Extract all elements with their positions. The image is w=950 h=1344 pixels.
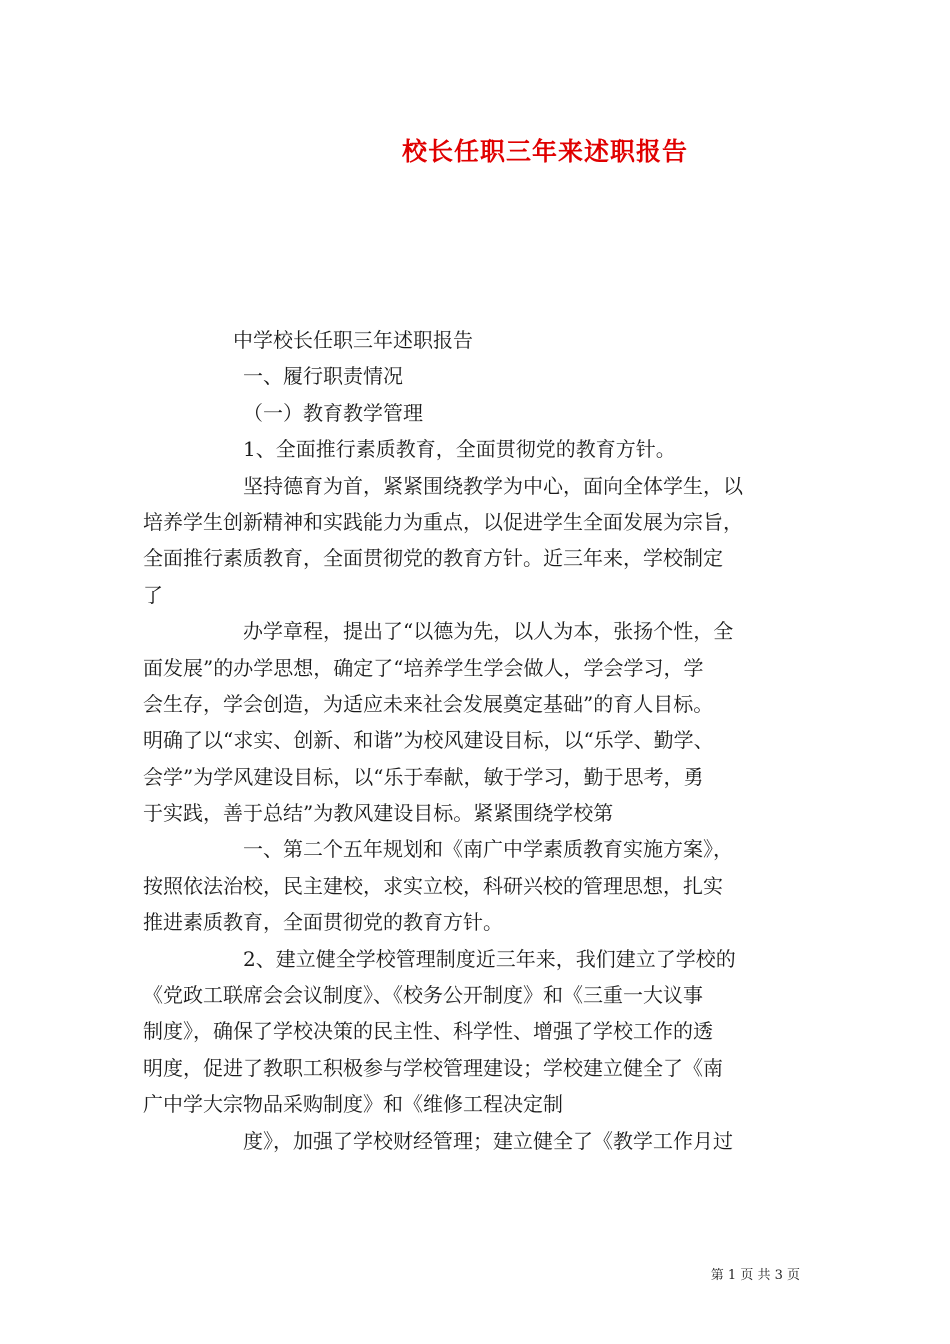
document-title: 校长任职三年来述职报告 xyxy=(401,137,688,166)
text-line: 坚持德育为首，紧紧围绕教学为中心，面向全体学生，以 xyxy=(243,473,743,498)
text-line: 制度》，确保了学校决策的民主性、科学性、增强了学校工作的透 xyxy=(143,1019,713,1044)
text-line: 培养学生创新精神和实践能力为重点，以促进学生全面发展为宗旨， xyxy=(143,509,743,534)
text-line: 会生存，学会创造，为适应未来社会发展奠定基础”的育人目标。 xyxy=(143,691,714,716)
page-footer: 第 1 页 共 3 页 xyxy=(710,1268,800,1283)
text-line: 一、履行职责情况 xyxy=(243,364,403,389)
text-line: 明度，促进了教职工积极参与学校管理建设；学校建立健全了《南 xyxy=(143,1055,723,1080)
text-line: 度》，加强了学校财经管理；建立健全了《教学工作月过 xyxy=(243,1128,733,1153)
text-line: 明确了以“求实、创新、和谐”为校风建设目标，以“乐学、勤学、 xyxy=(143,728,714,753)
text-line: 办学章程，提出了“以德为先，以人为本，张扬个性，全 xyxy=(243,619,734,644)
text-line: 2、建立健全学校管理制度近三年来，我们建立了学校的 xyxy=(243,946,736,971)
text-line: （一）教育教学管理 xyxy=(243,400,423,425)
text-line: 中学校长任职三年述职报告 xyxy=(233,328,473,352)
text-line: 广中学大宗物品采购制度》和《维修工程决定制 xyxy=(143,1092,563,1117)
text-line: 1、全面推行素质教育，全面贯彻党的教育方针。 xyxy=(243,437,676,462)
text-line: 了 xyxy=(143,582,163,607)
text-line: 按照依法治校，民主建校，求实立校，科研兴校的管理思想，扎实 xyxy=(143,873,723,898)
text-line: 全面推行素质教育，全面贯彻党的教育方针。近三年来，学校制定 xyxy=(143,546,723,571)
document-body xyxy=(143,322,811,1159)
text-line: 面发展”的办学思想，确定了“培养学生学会做人，学会学习，学 xyxy=(143,655,704,680)
text-line: 一、第二个五年规划和《南广中学素质教育实施方案》， xyxy=(243,837,733,862)
text-line: 于实践，善于总结”为教风建设目标。紧紧围绕学校第 xyxy=(143,801,614,826)
text-line: 《党政工联席会会议制度》、《校务公开制度》和《三重一大议事 xyxy=(143,983,703,1008)
text-line: 会学”为学风建设目标，以“乐于奉献，敏于学习，勤于思考，勇 xyxy=(143,764,704,789)
text-line: 推进素质教育，全面贯彻党的教育方针。 xyxy=(143,910,503,935)
